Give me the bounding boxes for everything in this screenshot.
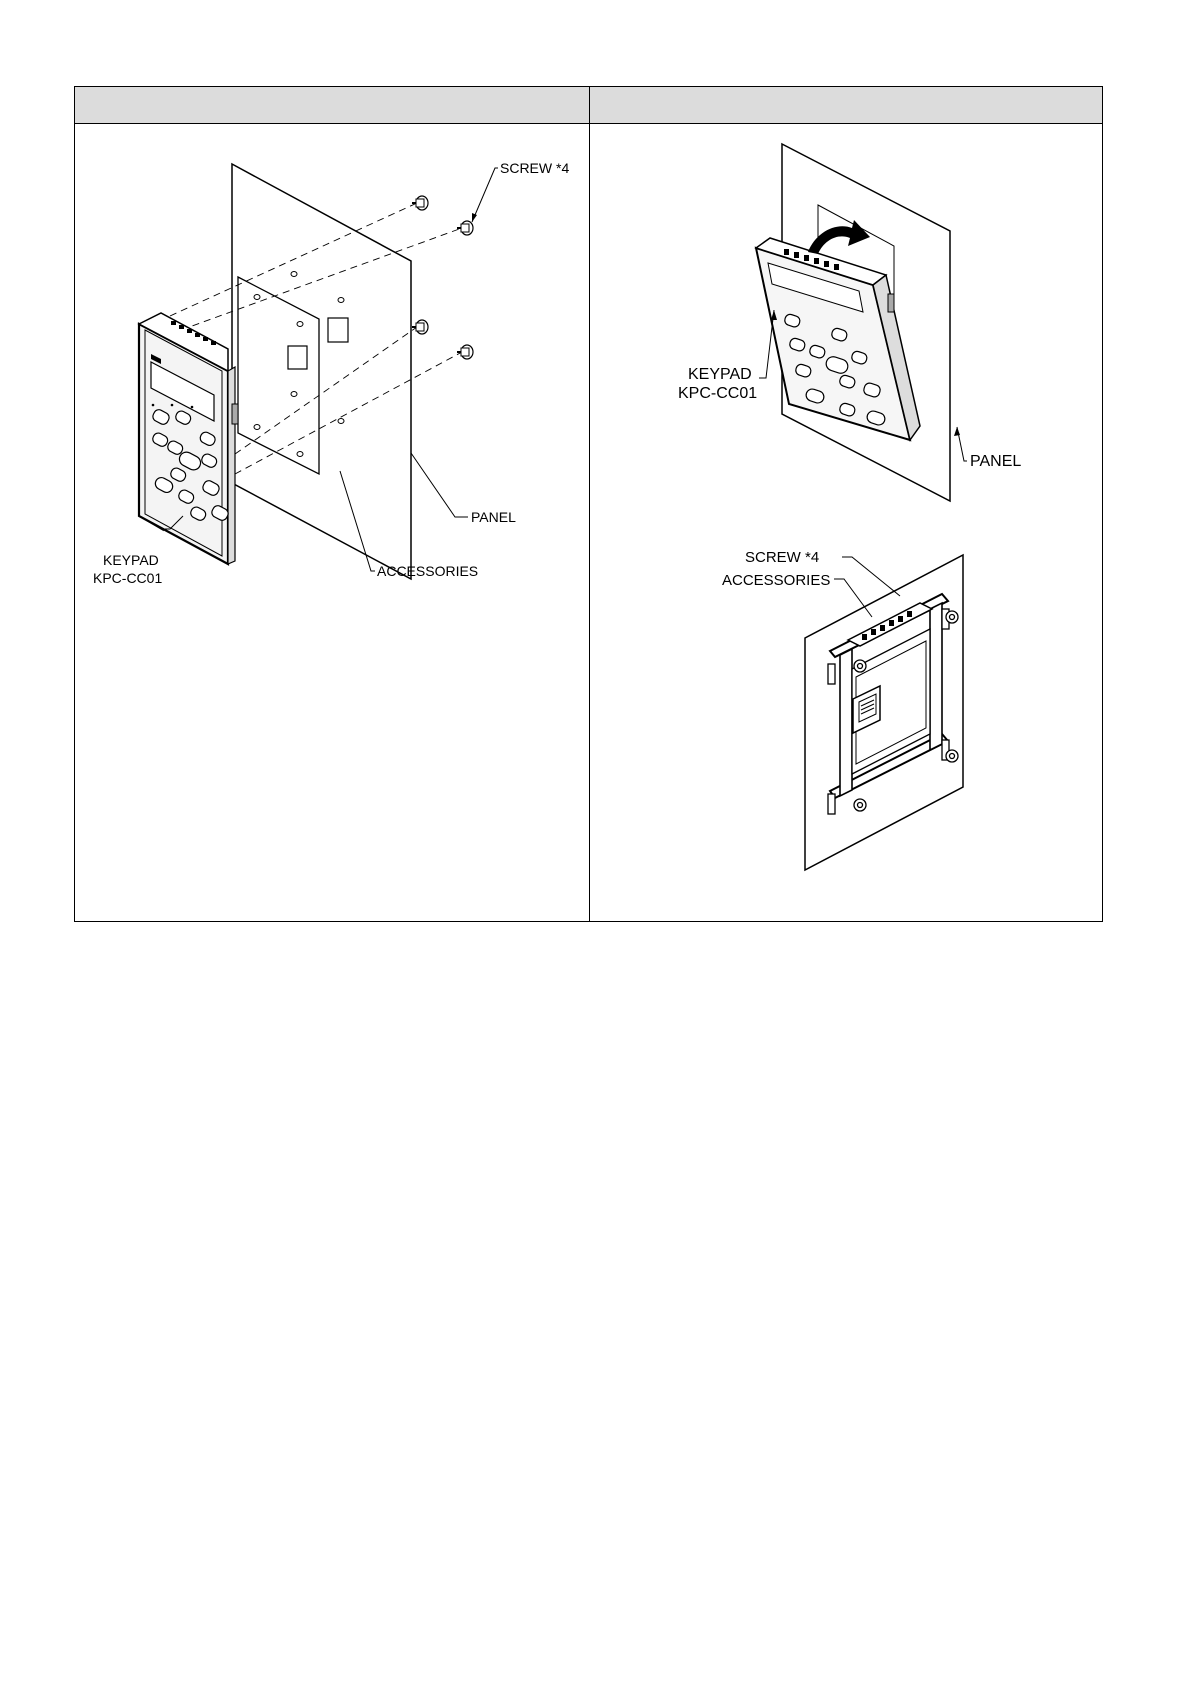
panel-label: PANEL bbox=[970, 453, 1022, 470]
keypad-label-line2: KPC-CC01 bbox=[678, 385, 758, 402]
rear-view-figure bbox=[805, 555, 963, 870]
bracket-cutout bbox=[288, 346, 307, 369]
panel-insert-figure bbox=[756, 144, 950, 501]
keypad-label-line1: KEYPAD bbox=[688, 366, 752, 383]
mounting-holes bbox=[254, 272, 344, 457]
keypad-device bbox=[139, 313, 238, 564]
panel-plate bbox=[232, 164, 411, 579]
accessories-label: ACCESSORIES bbox=[377, 563, 479, 579]
panel-mounting-diagram bbox=[590, 124, 1102, 921]
keypad-label-line2: KPC-CC01 bbox=[93, 570, 163, 586]
panel-label: PANEL bbox=[471, 509, 516, 525]
right-cell bbox=[590, 124, 1102, 921]
left-cell bbox=[75, 124, 589, 921]
keypad-label-line1: KEYPAD bbox=[103, 552, 159, 568]
screw-label: SCREW *4 bbox=[745, 549, 820, 566]
installation-table bbox=[74, 86, 1103, 922]
panel-cutout bbox=[328, 318, 348, 342]
screw-label: SCREW *4 bbox=[500, 160, 570, 176]
accessory-bracket bbox=[238, 277, 319, 474]
exploded-mounting-diagram bbox=[75, 124, 589, 921]
screw-icon bbox=[412, 196, 473, 359]
accessories-label: ACCESSORIES bbox=[722, 572, 831, 589]
